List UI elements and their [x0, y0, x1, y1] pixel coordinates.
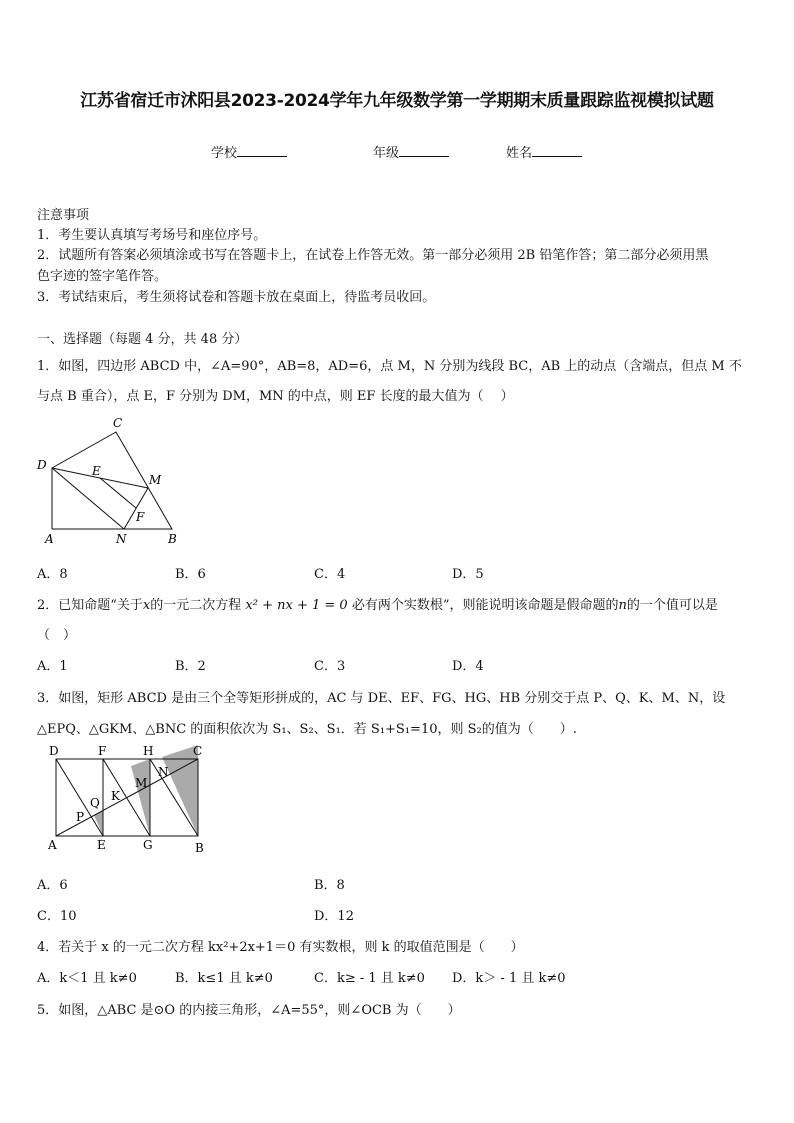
q1-figure [34, 412, 184, 547]
q3-label-g: G [143, 838, 153, 852]
page-title: 江苏省宿迁市沭阳县2023-2024学年九年级数学第一学期期末质量跟踪监视模拟试题 [80, 91, 714, 111]
q1-label-n: N [116, 532, 127, 546]
notice-item-3: 3．考试结束后，考生须将试卷和答题卡放在桌面上，待监考员收回。 [37, 290, 436, 305]
notice-item-2: 2．试题所有答案必须填涂或书写在答题卡上，在试卷上作答无效。第一部分必须用 2B 铅笔作答；第二部分必须用黑 [37, 248, 709, 263]
notice-heading: 注意事项 [37, 208, 90, 223]
q1-label-d: D [37, 458, 47, 472]
q2-option-d: D．4 [452, 659, 484, 674]
q3-label-d: D [49, 744, 59, 758]
q4-option-d: D．k＞ - 1 且 k≠0 [452, 971, 566, 986]
q3-label-b: B [195, 841, 204, 855]
school-blank [237, 144, 287, 157]
grade-field [373, 142, 449, 161]
q1-label-a: A [45, 532, 54, 546]
q3-option-d: D．12 [314, 909, 354, 924]
q3-label-k: K [111, 789, 120, 803]
q3-text-1: 3．如图，矩形 ABCD 是由三个全等矩形拼成的，AC 与 DE、EF、FG、HG、HB 分别交于点 P、Q、K、M、N，设 [37, 691, 726, 706]
q3-label-h: H [143, 744, 154, 758]
q3-option-a: A．6 [37, 878, 68, 893]
q1-label-e: E [92, 464, 101, 478]
name-label: 姓名 [506, 146, 533, 161]
q2-var-n: n [618, 598, 627, 613]
q3-option-b: B．8 [314, 878, 345, 893]
q2-var-x: x [142, 598, 151, 613]
q4-text-1: 4．若关于 x 的一元二次方程 kx²+2x+1＝0 有实数根，则 k 的取值范围是（ ） [37, 940, 524, 955]
q1-label-m: M [149, 473, 162, 487]
q3-label-a: A [48, 838, 57, 852]
q1-text-1: 1．如图，四边形 ABCD 中，∠A=90°，AB=8，AD=6，点 M，N 分别为线段 BC，AB 上的动点（含端点，但点 M 不 [37, 359, 742, 374]
q2-part-4: 的一个值可以是 [626, 598, 718, 613]
q5-text-1: 5．如图，△ABC 是⊙O 的内接三角形，∠A=55°，则∠OCB 为（ ） [37, 1003, 461, 1018]
q2-text-1 [37, 594, 718, 613]
name-field [506, 142, 582, 161]
grade-label: 年级 [373, 146, 400, 161]
q2-option-b: B．2 [175, 659, 206, 674]
q1-option-c: C．4 [314, 567, 346, 582]
q2-part-2: 的一元二次方程 [150, 598, 242, 613]
q4-option-b: B．k≤1 且 k≠0 [175, 971, 273, 986]
q3-label-p: P [76, 810, 85, 824]
q2-part-1: 2．已知命题“关于 [37, 598, 143, 613]
q4-option-a: A．k＜1 且 k≠0 [37, 971, 137, 986]
q1-seg-ef [100, 478, 136, 508]
q2-part-3: 必有两个实数根”，则能说明该命题是假命题的 [351, 598, 619, 613]
q1-option-a: A．8 [37, 567, 68, 582]
q3-shade-gkm [131, 759, 150, 836]
q2-equation: x² + nx + 1 = 0 [245, 598, 348, 613]
notice-item-1: 1．考生要认真填写考场号和座位序号。 [37, 228, 267, 243]
q4-option-c: C．k≥ - 1 且 k≠0 [314, 971, 425, 986]
grade-blank [399, 144, 449, 157]
school-label: 学校 [211, 146, 238, 161]
q3-label-m: M [135, 776, 148, 790]
notice-item-2-cont: 色字迹的签字笔作答。 [37, 269, 168, 284]
q2-option-a: A．1 [37, 659, 68, 674]
q1-text-2: 与点 B 重合），点 E，F 分别为 DM，MN 的中点，则 EF 长度的最大值为（ ） [37, 389, 514, 404]
q2-text-2: （ ） [37, 628, 77, 643]
q3-option-c: C．10 [37, 909, 77, 924]
q3-label-q: Q [90, 796, 100, 810]
q1-option-b: B．6 [175, 567, 206, 582]
q3-figure [40, 742, 220, 856]
q1-option-d: D．5 [452, 567, 484, 582]
q2-option-c: C．3 [314, 659, 346, 674]
q3-text-2: △EPQ、△GKM、△BNC 的面积依次为 S₁、S₂、S₁．若 S₁+S₁=10，则 S₂的值为（ ）. [37, 722, 577, 737]
q1-label-b: B [168, 532, 177, 546]
name-blank [532, 144, 582, 157]
q1-label-c: C [113, 416, 123, 430]
q3-label-n: N [158, 765, 169, 779]
q3-label-f: F [98, 744, 107, 758]
school-field [211, 142, 287, 161]
q1-label-f: F [136, 510, 145, 524]
q3-label-e: E [97, 838, 106, 852]
q3-label-c: C [193, 744, 203, 758]
q1-seg-dn [52, 468, 124, 529]
section-heading: 一、选择题（每题 4 分，共 48 分） [37, 332, 248, 347]
